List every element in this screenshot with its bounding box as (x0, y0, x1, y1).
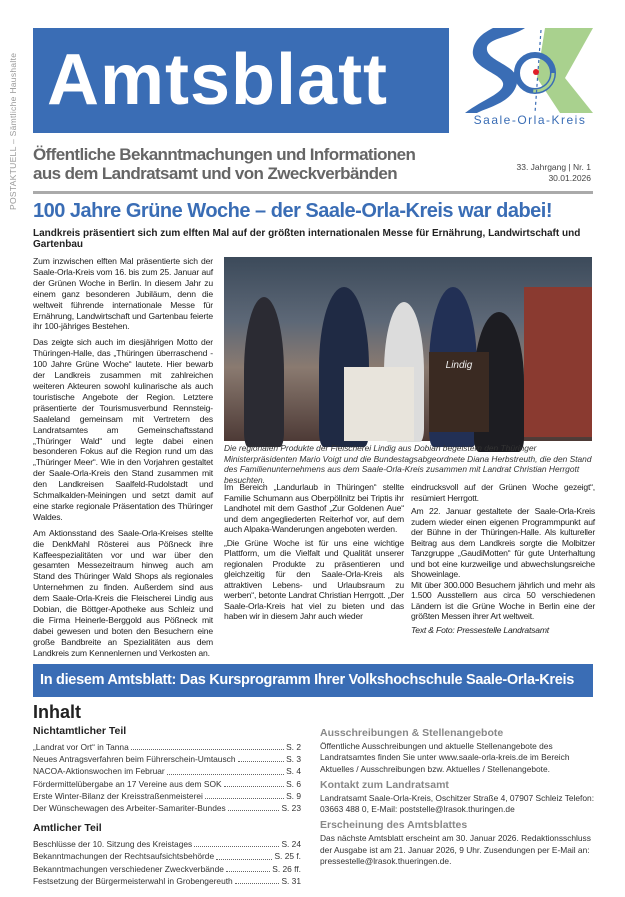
photo-credit: Text & Foto: Pressestelle Landratsamt (411, 624, 549, 635)
toc-entry[interactable] (33, 741, 301, 753)
toc-leader (131, 741, 284, 750)
logo-text: Saale-Orla-Kreis (473, 113, 587, 127)
toc-entry-title: Fördermittelübergabe an 17 Vereine aus dem SOK (33, 778, 222, 789)
photo-sign: Lindig (429, 352, 489, 432)
toc-leader (194, 838, 279, 847)
toc-leader (238, 753, 285, 762)
toc-entry-page: S. 31 (281, 875, 301, 886)
info-title: Kontakt zum Landratsamt (320, 778, 449, 791)
paragraph: Im Bereich „Landurlaub in Thüringen“ stellte Familie Schumann aus Oberpöllnitz bei Triptis ihr Landhotel mit dem Gasthof „Zur Goldenen Aue“ und dem angegliederten Reiterhof vor, auf dem auch Alpaka-Wanderungen angeboten werden. (224, 482, 404, 534)
toc-leader (235, 875, 280, 884)
toc-entry-title: Beschlüsse der 10. Sitzung des Kreistages (33, 839, 193, 850)
info-boxes (320, 725, 595, 871)
toc-entry-page: S. 9 (286, 790, 301, 801)
photo-caption: Die regionalen Produkte der Fleischerei Lindig aus Dobian begeistern den Thüringer Ministerpräsidenten Mario Voigt und die Bundestagsabgeordnete Diana Herbstreuth, die den Stand des Familienunternehmens aus dem Saale-Orla-Kreis zusammen mit Landrat Christian Herrgott besuchten. (224, 443, 592, 485)
toc-leader (216, 850, 272, 859)
info-text: Landratsamt Saale-Orla-Kreis, Oschitzer Straße 4, 07907 Schleiz Telefon: 03663 488 0, E-Mail: poststelle@lrasok.thuringen.de (320, 792, 595, 815)
toc-entry[interactable] (33, 778, 301, 790)
divider (33, 191, 593, 194)
article-photo (224, 257, 592, 441)
toc-entry-title: NACOA-Aktionswochen im Februar (33, 766, 165, 777)
info-text: Das nächste Amtsblatt erscheint am 30. Januar 2026. Redaktionsschluss der Ausgabe ist am 21. Januar 2026, 9 Uhr. Zusendungen per E-Mail an: pressestelle@lrasok.thueringen.de. (320, 833, 591, 867)
toc-entry-page: S. 26 ff. (272, 863, 301, 874)
toc-entry-title: „Landrat vor Ort“ in Tanna (33, 742, 129, 752)
paragraph: Mit über 300.000 Besuchern jährlich und mehr als 1.500 Ausstellern aus circa 50 verschiedenen Ländern ist die Grüne Woche in Berlin eine der größten Messen ihrer Art weltweit. (411, 579, 595, 621)
toc-entry[interactable] (33, 790, 301, 802)
toc-entry-title: Festsetzung der Bürgermeisterwahl in Grobengereuth (33, 875, 233, 886)
toc-entry[interactable] (33, 802, 301, 814)
article-column-1 (33, 256, 213, 658)
toc-entry-page: S. 3 (286, 754, 301, 765)
info-title: Ausschreibungen & Stellenangebote (320, 727, 504, 739)
toc-entry-title: Bekanntmachungen der Rechtsaufsichtsbehörde (33, 851, 215, 862)
paragraph: Das zeigte sich auch im diesjährigen Motto der Thüringen-Halle, das „Thüringen überraschend - 100 Jahre Grüne Woche“ lautete. Hier bewarb der Landkreis zusammen mit zahlreichen weiteren Akteuren sowohl kulinarische als auch touristische Angebote der Region. Letztere präsentierte der Tourismusverbund Rennsteig-Saaleland gemeinsam mit Vertretern des Landratsamtes am Gemeinschaftsstand „Thüringer Wald“ und legte dabei einen besonderen Fokus auf die Region rund um das „Thüringer Meer“. Wie in den Vorjahren gestaltet der Saale-Orla-Kreis den Stand zusammen mit den Landkreisen Saalfeld-Rudolstadt und Schmalkalden-Meiningen und setzt damit auf eine starke regionale Präsentation des Thüringer Waldes. (33, 337, 213, 522)
paragraph: Am 22. Januar gestaltete der Saale-Orla-Kreis zudem wieder einen eigenen Programmpunkt auf der Bühne in der Thüringen-Halle. Als kultureller Beitrag aus dem Landkreis sorgte die Molbitzer Tanzgruppe „GaudiMotten“ für gute Unterhaltung und bot eine kurzweilige und abwechslungsreiche Showeinlage. (411, 506, 595, 579)
toc-leader (228, 802, 280, 811)
vhs-banner: In diesem Amtsblatt: Das Kursprogramm Ihrer Volkshochschule Saale-Orla-Kreis (33, 664, 593, 697)
toc-entry-page: S. 25 f. (274, 851, 301, 862)
paragraph: „Die Grüne Woche ist für uns eine wichtige Plattform, um die Vielfalt und Qualität unserer regionalen Produkte zu präsentieren und gleichzeitig für den Saale-Orla-Kreis als attraktiven Lebens- und Urlaubsraum zu werben“, betonte Landrat Christian Herrgott. „Der Saale-Orla-Kreis hat viel zu bieten und das haben wir in diesem Jahr auch wieder (224, 537, 404, 621)
info-title: Erscheinung des Amtsblattes (320, 819, 468, 832)
subtitle-line-1: Öffentliche Bekanntmachungen und Informationen (33, 145, 416, 164)
toc-entry-page: S. 2 (286, 742, 301, 752)
toc-entry-page: S. 6 (286, 778, 301, 789)
toc-entry[interactable] (33, 863, 301, 875)
article-column-2 (224, 482, 404, 625)
subtitle-line-2: aus dem Landratsamt und von Zweckverbänden (33, 164, 398, 183)
toc-section-title: Nichtamtlicher Teil (33, 725, 127, 737)
distribution-note: POSTAKTUELL – Sämtliche Haushalte (8, 52, 18, 210)
article-lead: Landkreis präsentiert sich zum elften Mal auf der größten internationalen Messe für Ernährung, Landwirtschaft und Gartenbau (33, 228, 581, 250)
toc-entry-title: Neues Antragsverfahren beim Führerschein-Umtausch (33, 754, 236, 765)
toc-entry[interactable] (33, 765, 301, 777)
toc-entry-title: Bekanntmachungen verschiedener Zweckverbände (33, 863, 224, 874)
paragraph: Am Aktionsstand des Saale-Orla-Kreises stellte die DenkMahl Rösterei aus Pößneck ihre Kaffeespezialitäten vor und war über den gesamten Messezeitraum hinweg auch am Stand des Thüringer Wald Shops als regionales Unternehmen zu finden. Außerdem sind aus dem Saale-Orla-Kreis die Fleischerei Lindig aus Dobian, die Böttger-Apotheke aus Schleiz und die Firma Heinerle-Berggold aus Pößneck mit dabei gewesen und boten den Besuchern eine große Bandbreite an Spezialitäten aus dem Landkreis zum Kennenlernen und Verkosten an. (33, 527, 213, 658)
toc-entry[interactable] (33, 753, 301, 765)
paragraph: eindrucksvoll auf der Grünen Woche gezeigt“, resümiert Herrgott. (411, 482, 595, 503)
article-column-3 (411, 482, 595, 638)
toc-title: Inhalt (33, 702, 81, 722)
paragraph: Zum inzwischen elften Mal präsentierte sich der Saale-Orla-Kreis vom 16. bis zum 25. Januar auf der Grünen Woche in Berlin. In diesem Jahr zu einem ganz besonderen Jubiläum, denn die weltweit führende internationale Messe für Ernährung, Landwirtschaft und Gartenbau feierte ihr 100-jähriges Bestehen. (33, 256, 213, 332)
toc-leader (224, 778, 285, 787)
masthead-subtitle (33, 145, 498, 183)
toc-leader (167, 765, 284, 774)
toc-entry-title: Erste Winter-Bilanz der Kreisstraßenmeisterei (33, 790, 203, 801)
masthead-title: Amtsblatt (33, 28, 449, 133)
issue-date: 30.01.2026 (548, 173, 591, 183)
toc-entry-title: Der Wünschewagen des Arbeiter-Samariter-Bundes (33, 803, 226, 814)
toc-section-title: Amtlicher Teil (33, 822, 102, 835)
toc-entry[interactable] (33, 838, 301, 850)
toc-entry[interactable] (33, 850, 301, 862)
article-headline: 100 Jahre Grüne Woche – der Saale-Orla-Kreis war dabei! (33, 200, 553, 222)
toc-leader (226, 863, 270, 872)
toc-leader (205, 790, 284, 799)
toc-entry[interactable] (33, 875, 301, 887)
toc-entry-page: S. 4 (286, 766, 301, 777)
toc-entry-page: S. 23 (281, 803, 301, 814)
table-of-contents (33, 702, 301, 887)
info-text: Öffentliche Ausschreibungen und aktuelle Stellenangebote des Landratsamtes finden Sie unter www.saale-orla-kreis.de im Bereich Aktuelles / Ausschreibungen bzw. Aktuelles / Stellenangebote. (320, 741, 570, 774)
toc-entry-page: S. 24 (281, 839, 301, 850)
issue-info (516, 162, 591, 184)
issue-number: 33. Jahrgang | Nr. 1 (516, 162, 591, 172)
